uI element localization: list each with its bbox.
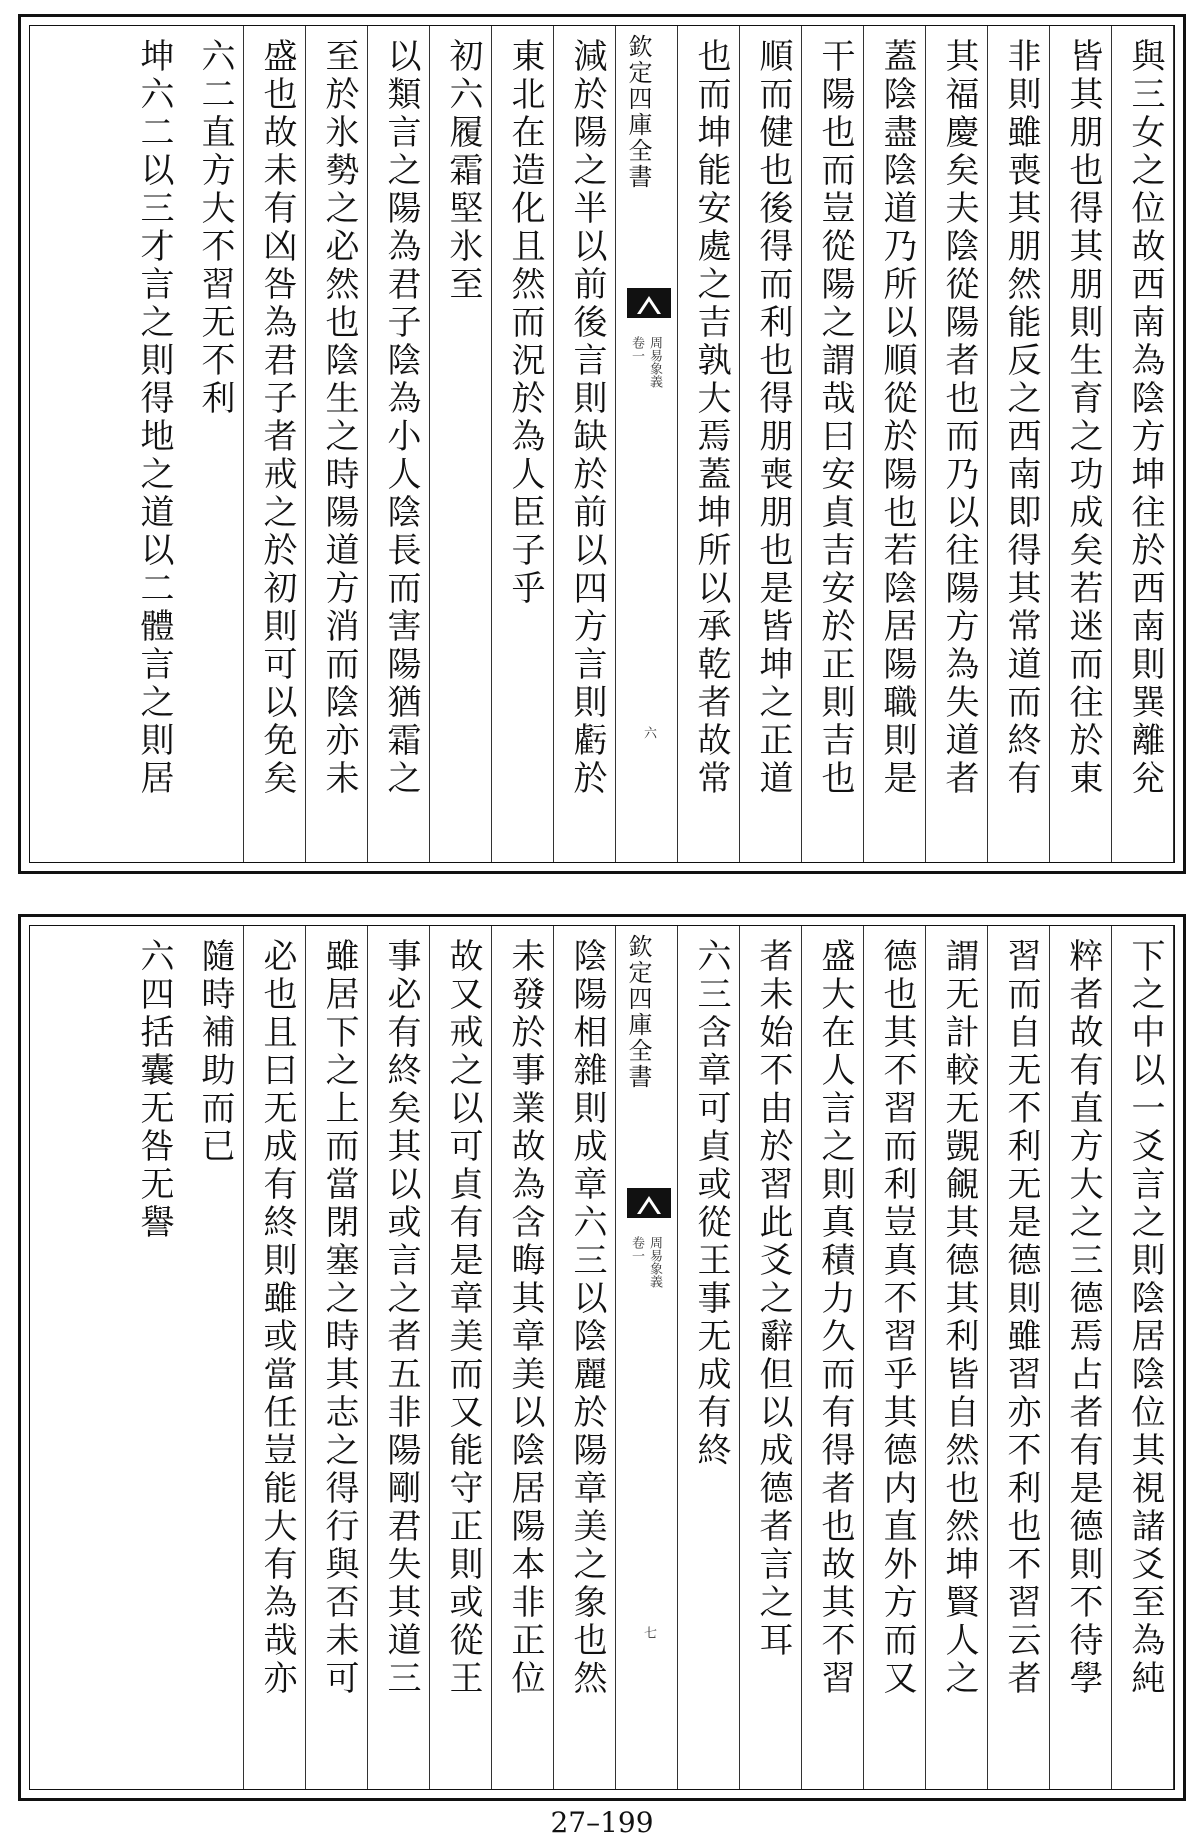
text-column: 非則雖喪其朋然能反之西南即得其常道而終有 [1001, 38, 1041, 798]
text-column: 未發於事業故為含晦其章美以陰居陽本非正位 [505, 938, 545, 1698]
center-margin-column [617, 26, 678, 862]
text-column: 減於陽之半以前後言則缺於前以四方言則虧於 [567, 38, 607, 798]
lower-page-inner-frame [29, 925, 1175, 1790]
text-column: 皆其朋也得其朋則生育之功成矣若迷而往於東 [1063, 38, 1103, 798]
text-column: 盛也故未有凶咎為君子者戒之於初則可以免矣 [257, 38, 297, 798]
text-column: 雖居下之上而當閉塞之時其志之得行與否未可 [319, 938, 359, 1698]
text-column: 順而健也後得而利也得朋喪朋也是皆坤之正道 [753, 38, 793, 798]
text-column: 以類言之陽為君子陰為小人陰長而害陽猶霜之 [381, 38, 421, 798]
text-column: 蓋陰盡陰道乃所以順從於陽也若陰居陽職則是 [877, 38, 917, 798]
text-column: 六二直方大不習无不利 [195, 38, 235, 418]
text-column: 六三含章可貞或從王事无成有終 [691, 938, 731, 1470]
text-column: 東北在造化且然而況於為人臣子乎 [505, 38, 545, 608]
fish-tail-mark [627, 1188, 671, 1218]
leaf-number: 七 [641, 1626, 656, 1639]
text-column: 必也且曰无成有終則雖或當任豈能大有為哉亦 [257, 938, 297, 1698]
text-column: 六四括囊无咎无譽 [134, 938, 174, 1242]
juan-number: 卷一 [629, 1236, 644, 1262]
lower-page-frame [18, 914, 1186, 1801]
text-column: 至於氷勢之必然也陰生之時陽道方消而陰亦未 [319, 38, 359, 798]
text-column: 者未始不由於習此爻之辭但以成德者言之耳 [753, 938, 793, 1660]
book-name: 周易象義 [647, 1236, 662, 1288]
book-name: 周易象義 [647, 336, 662, 388]
text-column: 事必有終矣其以或言之者五非陽剛君失其道三 [381, 938, 421, 1698]
text-column: 粹者故有直方大之三德焉占者有是德則不待學 [1063, 938, 1103, 1698]
text-column: 盛大在人言之則真積力久而有得者也故其不習 [815, 938, 855, 1698]
text-column: 故又戒之以可貞有是章美而又能守正則或從王 [443, 938, 483, 1698]
text-column: 謂无計較无覬覦其德其利皆自然也然坤賢人之 [939, 938, 979, 1698]
text-column: 初六履霜堅氷至 [443, 38, 483, 304]
upper-page-inner-frame [29, 25, 1175, 863]
text-column: 其福慶矣夫陰從陽者也而乃以往陽方為失道者 [939, 38, 979, 798]
text-column: 坤六二以三才言之則得地之道以二體言之則居 [134, 38, 174, 798]
fish-tail-mark [627, 288, 671, 318]
upper-page-frame [18, 14, 1186, 874]
text-column: 德也其不習而利豈真不習乎其德内直外方而又 [877, 938, 917, 1698]
text-column: 下之中以一爻言之則陰居陰位其視諸爻至為純 [1125, 938, 1165, 1698]
book-title: 欽定四庫全書 [624, 34, 652, 190]
juan-number: 卷一 [629, 336, 644, 362]
book-title: 欽定四庫全書 [624, 934, 652, 1090]
text-column: 隨時補助而已 [195, 938, 235, 1166]
text-column: 習而自无不利无是德則雖習亦不利也不習云者 [1001, 938, 1041, 1698]
text-column: 干陽也而豈從陽之謂哉曰安貞吉安於正則吉也 [815, 38, 855, 798]
text-column: 也而坤能安處之吉孰大焉蓋坤所以承乾者故常 [691, 38, 731, 798]
page-number: 27–199 [550, 1806, 654, 1839]
center-margin-column [617, 926, 678, 1789]
text-column: 與三女之位故西南為陰方坤往於西南則巽離兊 [1125, 38, 1165, 798]
text-column: 陰陽相雜則成章六三以陰麗於陽章美之象也然 [567, 938, 607, 1698]
leaf-number: 六 [641, 726, 656, 739]
